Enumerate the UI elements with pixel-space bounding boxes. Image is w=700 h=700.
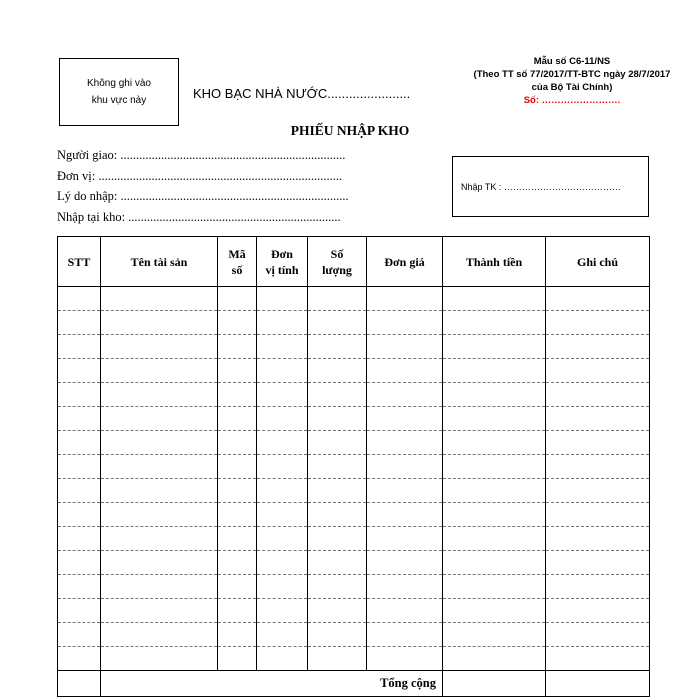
table-cell[interactable] — [58, 623, 101, 647]
table-row — [58, 407, 650, 431]
table-cell[interactable] — [546, 311, 650, 335]
warehouse-field: Nhập tại kho: .................................................................... — [57, 209, 341, 224]
table-cell[interactable] — [257, 311, 308, 335]
table-cell[interactable] — [218, 527, 257, 551]
table-cell[interactable] — [218, 575, 257, 599]
table-cell[interactable] — [443, 311, 546, 335]
table-cell[interactable] — [257, 551, 308, 575]
table-cell[interactable] — [367, 431, 443, 455]
table-header-row — [58, 237, 650, 287]
table-cell[interactable] — [367, 383, 443, 407]
table-cell[interactable] — [443, 647, 546, 671]
table-row — [58, 455, 650, 479]
table-cell[interactable] — [101, 383, 218, 407]
table-cell[interactable] — [58, 575, 101, 599]
table-cell[interactable] — [257, 335, 308, 359]
table-cell[interactable] — [367, 479, 443, 503]
table-row — [58, 527, 650, 551]
col-header-unit-price: Đơn giá — [367, 237, 443, 287]
table-cell[interactable] — [443, 623, 546, 647]
table-cell[interactable] — [101, 455, 218, 479]
col-header-unit: Đơn vị tính — [257, 237, 308, 287]
table-cell[interactable] — [443, 407, 546, 431]
table-cell[interactable] — [101, 527, 218, 551]
table-cell[interactable] — [367, 647, 443, 671]
table-body — [58, 287, 650, 671]
table-cell[interactable] — [443, 479, 546, 503]
total-amount-cell[interactable] — [443, 671, 546, 697]
table-cell[interactable] — [367, 359, 443, 383]
table-cell[interactable] — [443, 335, 546, 359]
table-cell[interactable] — [58, 455, 101, 479]
table-row — [58, 431, 650, 455]
table-cell[interactable] — [367, 287, 443, 311]
table-cell[interactable] — [367, 551, 443, 575]
table-cell[interactable] — [257, 287, 308, 311]
table-cell[interactable] — [58, 551, 101, 575]
table-cell[interactable] — [443, 431, 546, 455]
table-cell[interactable] — [546, 551, 650, 575]
table-cell[interactable] — [546, 503, 650, 527]
table-row — [58, 359, 650, 383]
table-cell[interactable] — [308, 623, 367, 647]
table-cell[interactable] — [308, 359, 367, 383]
table-cell[interactable] — [308, 527, 367, 551]
table-cell[interactable] — [218, 647, 257, 671]
table-row — [58, 575, 650, 599]
treasury-line: KHO BẠC NHÀ NƯỚC....................... — [193, 86, 411, 101]
table-cell[interactable] — [257, 599, 308, 623]
table-cell[interactable] — [443, 527, 546, 551]
table-cell[interactable] — [308, 335, 367, 359]
table-cell[interactable] — [308, 479, 367, 503]
table-cell[interactable] — [101, 647, 218, 671]
table-cell[interactable] — [218, 599, 257, 623]
table-cell[interactable] — [257, 407, 308, 431]
table-cell[interactable] — [257, 647, 308, 671]
table-cell[interactable] — [546, 575, 650, 599]
table-cell[interactable] — [218, 359, 257, 383]
table-cell[interactable] — [443, 575, 546, 599]
col-header-asset-name: Tên tài sản — [101, 237, 218, 287]
table-cell[interactable] — [58, 599, 101, 623]
table-cell[interactable] — [546, 383, 650, 407]
table-cell[interactable] — [546, 335, 650, 359]
table-cell[interactable] — [367, 575, 443, 599]
reserved-area-line1: Không ghi vào — [87, 78, 151, 89]
table-cell[interactable] — [58, 431, 101, 455]
account-field: Nhập TK : ………………………………… — [461, 181, 621, 192]
form-code-line2: (Theo TT số 77/2017/TT-BTC ngày 28/7/2017 — [473, 69, 671, 80]
table-cell[interactable] — [546, 431, 650, 455]
table-cell[interactable] — [101, 575, 218, 599]
reserved-area-line2: khu vực này — [91, 95, 147, 106]
table-cell[interactable] — [308, 383, 367, 407]
table-cell[interactable] — [546, 599, 650, 623]
table-cell[interactable] — [308, 503, 367, 527]
table-cell[interactable] — [308, 551, 367, 575]
table-cell[interactable] — [443, 359, 546, 383]
table-cell[interactable] — [218, 455, 257, 479]
table-cell[interactable] — [101, 359, 218, 383]
table-cell[interactable] — [218, 551, 257, 575]
table-cell[interactable] — [546, 359, 650, 383]
table-cell[interactable] — [367, 599, 443, 623]
account-box — [452, 156, 649, 217]
table-row — [58, 551, 650, 575]
table-cell[interactable] — [443, 599, 546, 623]
table-cell[interactable] — [367, 455, 443, 479]
col-header-amount: Thành tiền — [443, 237, 546, 287]
table-cell[interactable] — [367, 407, 443, 431]
table-cell[interactable] — [218, 407, 257, 431]
table-cell[interactable] — [546, 455, 650, 479]
table-cell[interactable] — [546, 647, 650, 671]
form-code-line3: của Bộ Tài Chính) — [531, 82, 613, 93]
table-cell[interactable] — [101, 551, 218, 575]
table-cell[interactable] — [101, 503, 218, 527]
table-cell[interactable] — [101, 599, 218, 623]
table-cell[interactable] — [101, 311, 218, 335]
unit-field: Đơn vị: .............................................................................. — [57, 168, 343, 183]
table-cell[interactable] — [218, 311, 257, 335]
table-row — [58, 311, 650, 335]
table-cell[interactable] — [443, 503, 546, 527]
table-cell[interactable] — [546, 623, 650, 647]
table-cell[interactable] — [257, 359, 308, 383]
col-header-code: Mã số — [218, 237, 257, 287]
table-cell[interactable] — [443, 383, 546, 407]
form-code-block — [458, 55, 686, 107]
table-cell[interactable] — [218, 623, 257, 647]
table-row — [58, 503, 650, 527]
table-cell[interactable] — [218, 431, 257, 455]
table-cell[interactable] — [367, 311, 443, 335]
table-cell[interactable] — [58, 407, 101, 431]
table-cell[interactable] — [58, 503, 101, 527]
table-cell[interactable] — [101, 479, 218, 503]
table-row — [58, 383, 650, 407]
form-code-line1: Mẫu số C6-11/NS — [533, 56, 611, 67]
header-fields — [57, 145, 349, 227]
col-header-stt: STT — [58, 237, 101, 287]
table-cell[interactable] — [218, 479, 257, 503]
table-cell[interactable] — [101, 623, 218, 647]
table-cell[interactable] — [257, 575, 308, 599]
total-label: Tổng cộng — [101, 671, 443, 697]
table-cell[interactable] — [218, 335, 257, 359]
page-title: PHIẾU NHẬP KHO — [290, 123, 410, 138]
table-cell[interactable] — [367, 527, 443, 551]
table-cell[interactable] — [546, 479, 650, 503]
table-cell[interactable] — [308, 599, 367, 623]
table-cell[interactable] — [546, 407, 650, 431]
table-cell[interactable] — [101, 431, 218, 455]
table-cell[interactable] — [257, 455, 308, 479]
table-row — [58, 599, 650, 623]
deliverer-field: Người giao: ........................................................................ — [57, 148, 346, 162]
table-cell[interactable] — [308, 647, 367, 671]
table-cell[interactable] — [367, 335, 443, 359]
table-row — [58, 623, 650, 647]
table-cell[interactable] — [58, 647, 101, 671]
total-row — [58, 671, 650, 697]
table-cell[interactable] — [443, 455, 546, 479]
table-cell[interactable] — [58, 359, 101, 383]
table-row — [58, 479, 650, 503]
table-cell[interactable] — [101, 287, 218, 311]
asset-table — [57, 236, 650, 697]
table-cell[interactable] — [443, 551, 546, 575]
table-cell[interactable] — [101, 407, 218, 431]
table-row — [58, 335, 650, 359]
form-number-line: Số: ……………………. — [523, 95, 621, 106]
table-cell[interactable] — [257, 623, 308, 647]
table-row — [58, 647, 650, 671]
table-cell[interactable] — [58, 479, 101, 503]
table-cell[interactable] — [308, 287, 367, 311]
table-cell[interactable] — [257, 431, 308, 455]
col-header-quantity: Số lượng — [308, 237, 367, 287]
table-cell[interactable] — [308, 407, 367, 431]
table-cell[interactable] — [308, 311, 367, 335]
reserved-area-box — [59, 58, 179, 126]
table-cell[interactable] — [308, 575, 367, 599]
table-cell[interactable] — [367, 623, 443, 647]
table-cell[interactable] — [58, 311, 101, 335]
table-row — [58, 287, 650, 311]
table-cell[interactable] — [58, 527, 101, 551]
table-cell[interactable] — [546, 527, 650, 551]
table-cell[interactable] — [257, 479, 308, 503]
table-cell[interactable] — [546, 287, 650, 311]
table-cell[interactable] — [58, 383, 101, 407]
reason-field: Lý do nhập: ......................................................................... — [57, 189, 349, 203]
table-cell[interactable] — [257, 383, 308, 407]
table-cell[interactable] — [101, 335, 218, 359]
table-cell[interactable] — [58, 335, 101, 359]
table-cell[interactable] — [218, 287, 257, 311]
table-cell[interactable] — [218, 503, 257, 527]
col-header-notes: Ghi chú — [546, 237, 650, 287]
table-cell[interactable] — [308, 431, 367, 455]
table-cell[interactable] — [367, 503, 443, 527]
table-cell[interactable] — [58, 287, 101, 311]
table-cell[interactable] — [257, 527, 308, 551]
table-cell[interactable] — [218, 383, 257, 407]
table-cell[interactable] — [308, 455, 367, 479]
table-cell[interactable] — [257, 503, 308, 527]
table-cell[interactable] — [443, 287, 546, 311]
